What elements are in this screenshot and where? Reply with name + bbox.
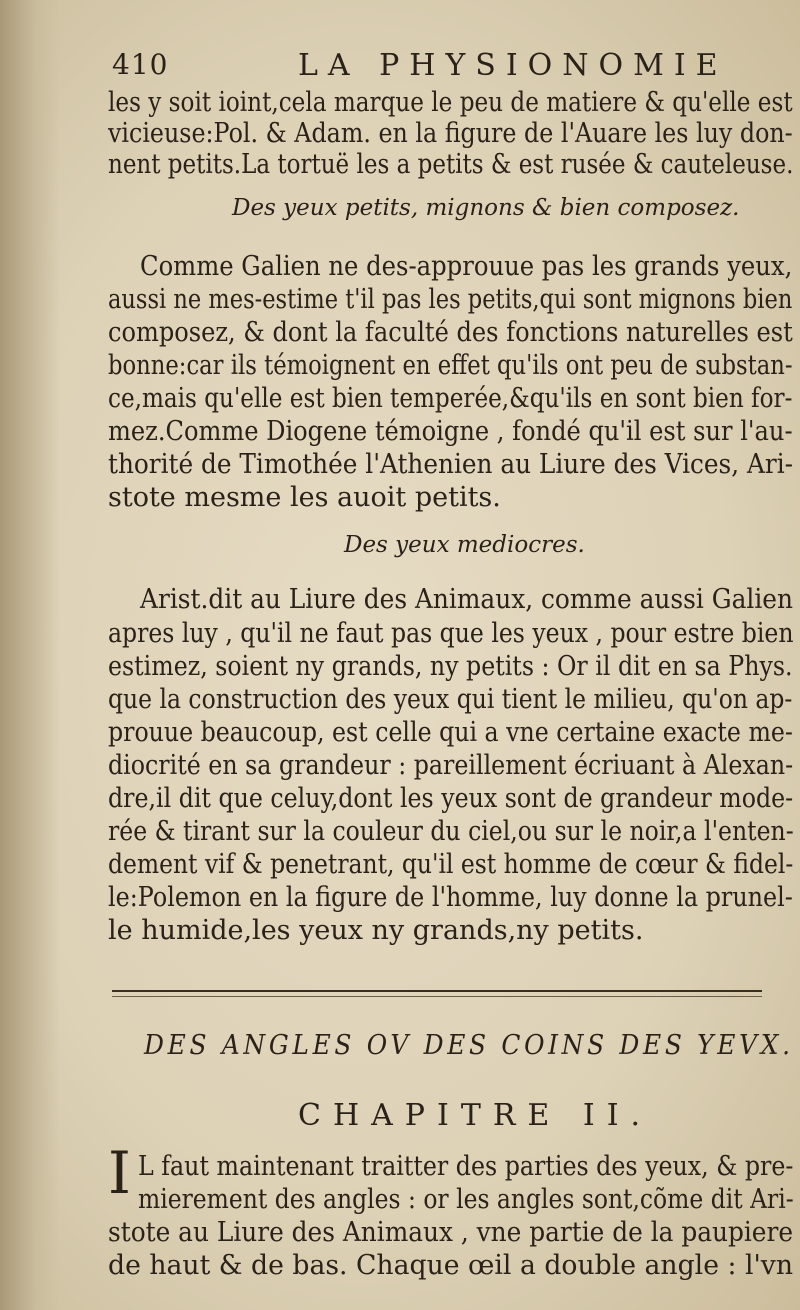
text-line: de haut & de bas. Chaque œil a double angle : l'vn bbox=[108, 1250, 794, 1281]
text-line: le:Polemon en la figure de l'homme, luy donne la prunel- bbox=[108, 882, 793, 913]
text-line: prouue beaucoup, est celle qui a vne certaine exacte me- bbox=[108, 717, 793, 748]
text-line: ce,mais qu'elle est bien temperée,&qu'ils en sont bien for- bbox=[108, 383, 793, 414]
text-line: estimez, soient ny grands, ny petits : Or il dit en sa Phys. bbox=[108, 651, 793, 682]
chapter-title: CHAPITRE II. bbox=[298, 1098, 653, 1133]
binding-shadow bbox=[0, 0, 60, 1310]
text-line: L faut maintenant traitter des parties des yeux, & pre- bbox=[138, 1151, 794, 1182]
text-line: diocrité en sa grandeur : pareillement écriuant à Alexan- bbox=[108, 750, 794, 781]
text-line: les y soit ioint,cela marque le peu de matiere & qu'elle est bbox=[108, 87, 793, 118]
running-title: LA PHYSIONOMIE bbox=[298, 48, 728, 83]
text-line: thorité de Timothée l'Athenien au Liure des Vices, Ari- bbox=[108, 449, 793, 480]
text-line: aussi ne mes-estime t'il pas les petits,qui sont mignons bien bbox=[108, 284, 793, 315]
drop-cap: I bbox=[108, 1139, 131, 1207]
page-number: 410 bbox=[112, 48, 169, 81]
text-line: dre,il dit que celuy,dont les yeux sont de grandeur mode- bbox=[108, 783, 794, 814]
text-line: composez, & dont la faculté des fonctions naturelles est bbox=[108, 317, 793, 348]
text-line: le humide,les yeux ny grands,ny petits. bbox=[108, 915, 644, 946]
section-title: DES ANGLES OV DES COINS DES YEVX. bbox=[144, 1030, 794, 1061]
text-line: stote au Liure des Animaux , vne partie de la paupiere bbox=[108, 1217, 794, 1248]
text-line: mierement des angles : or les angles sont,cõme dit Ari- bbox=[138, 1184, 794, 1215]
text-line: rée & tirant sur la couleur du ciel,ou sur le noir,a l'enten- bbox=[108, 816, 794, 847]
text-line: apres luy , qu'il ne faut pas que les yeux , pour estre bien bbox=[108, 618, 794, 649]
section-rule-thin bbox=[112, 996, 762, 997]
text-line: vicieuse:Pol. & Adam. en la figure de l'Auare les luy don- bbox=[108, 118, 793, 149]
section-rule bbox=[112, 990, 762, 992]
text-line: Arist.dit au Liure des Animaux, comme aussi Galien bbox=[140, 584, 793, 615]
text-line: stote mesme les auoit petits. bbox=[108, 482, 501, 513]
text-line: nent petits.La tortuë les a petits & est rusée & cauteleuse. bbox=[108, 149, 794, 180]
text-line: Comme Galien ne des-approuue pas les grands yeux, bbox=[140, 251, 793, 282]
text-line: bonne:car ils témoignent en effet qu'ils ont peu de substan- bbox=[108, 350, 793, 381]
page-header bbox=[108, 44, 768, 88]
text-line: mez.Comme Diogene témoigne , fondé qu'il est sur l'au- bbox=[108, 416, 793, 447]
text-line: que la construction des yeux qui tient le milieu, qu'on ap- bbox=[108, 684, 793, 715]
subheading-small-eyes: Des yeux petits, mignons & bien composez. bbox=[232, 195, 740, 221]
text-line: dement vif & penetrant, qu'il est homme de cœur & fidel- bbox=[108, 849, 794, 880]
subheading-medium-eyes: Des yeux mediocres. bbox=[344, 532, 585, 558]
